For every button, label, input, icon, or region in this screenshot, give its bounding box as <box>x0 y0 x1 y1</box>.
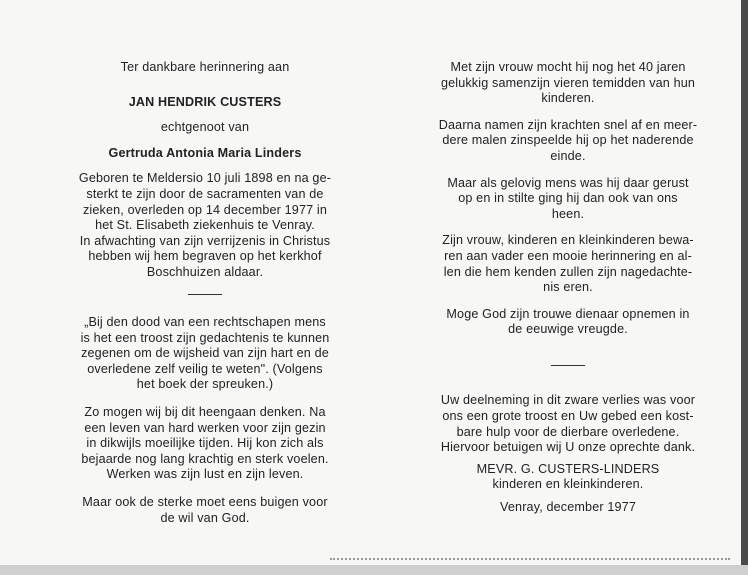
intro-line: Ter dankbare herinnering aan <box>120 60 290 74</box>
quote-line: zegenen om de wijsheid van zijn hart en de <box>81 346 329 361</box>
paragraph-marriage <box>423 60 713 107</box>
text-line: een leven van hard werken voor zijn gezin <box>84 420 326 435</box>
place-date: Venray, december 1977 <box>500 499 636 514</box>
text-line: Moge God zijn trouwe dienaar opnemen in <box>446 306 690 321</box>
deceased-name: JAN HENDRIK CUSTERS <box>128 94 282 109</box>
text-line: Daarna namen zijn krachten snel af en meer- <box>438 117 698 132</box>
text-line: Zijn vrouw, kinderen en kleinkinderen bewa- <box>442 233 694 248</box>
text-line: bejaarde nog lang krachtig en sterk voelen. <box>81 451 329 466</box>
text-line: Maar als gelovig mens was hij daar gerust <box>447 175 689 190</box>
text-line: Uw deelneming in dit zware verlies was voor <box>440 393 696 408</box>
text-line: ons een grote troost en Uw gebed een kost- <box>442 409 694 423</box>
scan-edge-right <box>741 0 748 575</box>
paragraph-decline <box>423 118 713 165</box>
text-line: kinderen. <box>541 91 595 106</box>
family-line: kinderen en kleinkinderen. <box>492 477 644 492</box>
text-line: Maar ook de sterke moet eens buigen voor <box>82 494 328 509</box>
bio-line: In afwachting van zijn verrijzenis in Christus <box>79 233 331 248</box>
spouse-name: Gertruda Antonia Maria Linders <box>108 145 302 160</box>
text-line: einde. <box>550 148 586 163</box>
text-line: dere malen zinspeelde hij op het naderende <box>442 133 694 148</box>
text-line: Zo mogen wij bij dit heengaan denken. Na <box>84 405 326 419</box>
paragraph-family <box>423 233 713 295</box>
scan-artifact <box>330 558 730 562</box>
text-line: op en in stilte ging hij dan ook van ons <box>458 191 678 206</box>
text-line: gelukkig samenzijn vieren temidden van hun <box>440 75 696 90</box>
thanks <box>423 393 713 455</box>
bio-line: hebben wij hem begraven op het kerkhof <box>88 249 322 264</box>
paragraph-god <box>60 495 350 526</box>
divider <box>188 294 222 296</box>
right-column <box>423 60 713 516</box>
text-line: bare hulp voor de dierbare overledene. <box>456 424 680 439</box>
text-line: in dikwijls moeilijke tijden. Hij kon zich als <box>86 436 324 451</box>
scan-edge-bottom <box>0 565 748 575</box>
paragraph-work <box>60 405 350 483</box>
text-line: heen. <box>551 206 585 221</box>
text-line: Hiervoor betuigen wij U onze oprechte dank. <box>440 440 696 455</box>
bio-line: zieken, overleden op 14 december 1977 in <box>82 202 328 217</box>
bio-line: Geboren te Meldersio 10 juli 1898 en na ge- <box>78 171 332 186</box>
spouse-intro: echtgenoot van <box>160 120 250 135</box>
divider <box>551 365 585 367</box>
biography <box>60 171 350 280</box>
quote-line: overledene zelf veilig te weten". (Volgens <box>87 361 323 376</box>
quote-line: het boek der spreuken.) <box>136 377 274 392</box>
text-line: de wil van God. <box>160 510 250 525</box>
quote <box>60 315 350 393</box>
text-line: len die hem kenden zullen zijn nagedachte- <box>443 264 693 279</box>
left-column <box>60 60 350 526</box>
text-line: ren aan vader een mooie herinnering en al- <box>444 248 692 263</box>
paragraph-faith <box>423 176 713 223</box>
bio-line: het St. Elisabeth ziekenhuis te Venray. <box>95 218 315 233</box>
text-line: nis eren. <box>543 280 593 295</box>
text-line: de eeuwige vreugde. <box>508 322 628 337</box>
bio-line: Boschhuizen aldaar. <box>146 264 264 279</box>
bio-line: sterkt te zijn door de sacramenten van de <box>86 186 324 201</box>
text-line: Met zijn vrouw mocht hij nog het 40 jaren <box>450 60 686 74</box>
text-line: Werken was zijn lust en zijn leven. <box>106 467 304 482</box>
paragraph-prayer <box>423 307 713 338</box>
signature: MEVR. G. CUSTERS-LINDERS <box>476 461 660 476</box>
quote-line: is het een troost zijn gedachtenis te kunnen <box>80 330 330 345</box>
quote-line: „Bij den dood van een rechtschapen mens <box>84 315 326 330</box>
